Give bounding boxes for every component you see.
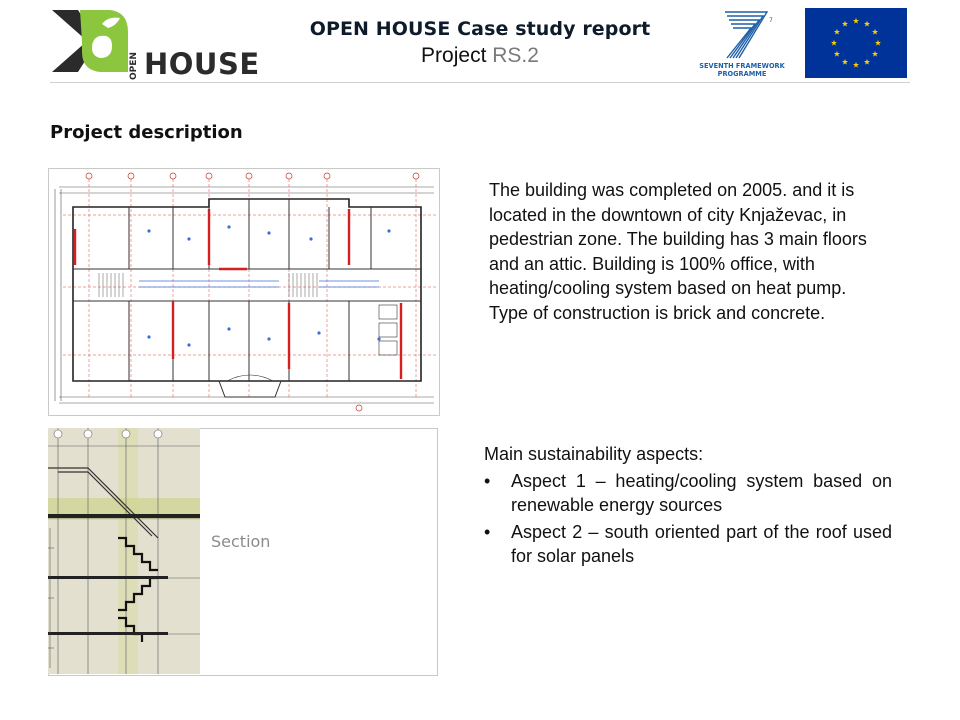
logo-open-text: OPEN: [129, 52, 139, 80]
project-prefix: Project: [421, 44, 487, 67]
project-description: The building was completed on 2005. and it is located in the downtown of city Knjaževac, in pedestrian zone. The building has 3 main floors and an attic. Building is 100% office, with heating/cooling system based on heat pump. Type of construction is brick and concrete.: [489, 180, 867, 323]
fp7-logo: [699, 8, 785, 78]
section-drawing-image: [48, 428, 200, 674]
section-image-label: Section: [211, 532, 271, 551]
aspect-text: Aspect 2 – south oriented part of the roof used for solar panels: [511, 521, 892, 567]
eu-flag: [805, 8, 907, 78]
project-code: RS.2: [492, 44, 539, 67]
bullet-icon: •: [484, 470, 491, 491]
section-heading: Project description: [50, 122, 243, 143]
project-subtitle: [300, 44, 660, 68]
sustainability-list: [484, 469, 892, 569]
fp7-text-line1: SEVENTH FRAMEWORK: [699, 62, 785, 70]
sustainability-intro: Main sustainability aspects:: [484, 444, 704, 464]
report-title-block: [300, 18, 660, 68]
bullet-icon: •: [484, 521, 491, 542]
floor-plan-image: [48, 168, 440, 416]
report-title: OPEN HOUSE Case study report: [309, 18, 651, 40]
logo-house-text: HOUSE: [144, 47, 260, 81]
sustainability-block: [484, 442, 892, 571]
fp7-text-line2: PROGRAMME: [717, 70, 767, 78]
header-divider: [50, 82, 910, 83]
fp7-numeral: 7: [769, 17, 773, 24]
open-house-logo: [50, 6, 260, 82]
list-item: [484, 469, 892, 518]
list-item: [484, 520, 892, 569]
aspect-text: Aspect 1 – heating/cooling system based on renewable energy sources: [511, 470, 892, 516]
